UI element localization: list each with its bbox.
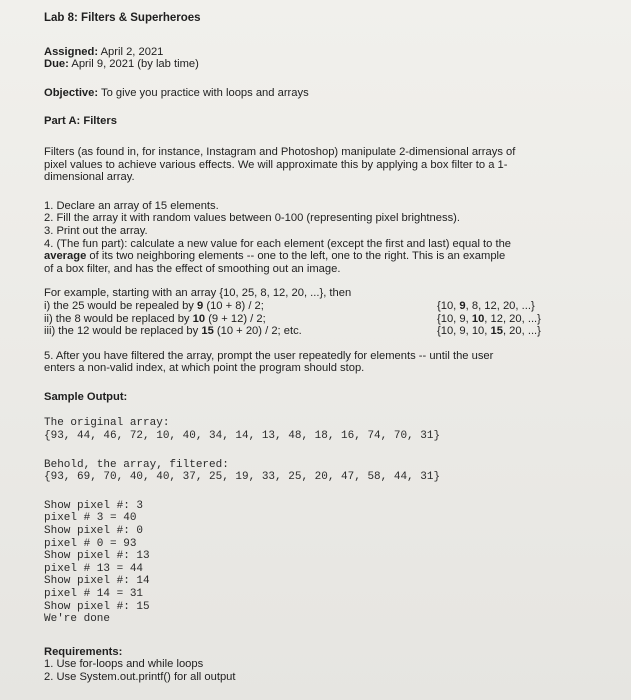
example-desc — [44, 300, 433, 313]
intro-line: Filters (as found in, for instance, Instagram and Photoshop) manipulate 2-dimensional arrays of — [44, 145, 516, 158]
example-array-text: {10, — [437, 299, 460, 312]
output-filtered-array: Behold, the array, filtered: {93, 69, 70, 40, 40, 37, 25, 19, 33, 25, 20, 47, 58, 44, 31} — [44, 458, 441, 484]
example-array — [437, 300, 607, 313]
objective-value: To give you practice with loops and arrays — [101, 86, 309, 99]
due-line — [44, 58, 607, 71]
example-array — [437, 313, 607, 326]
step-5 — [44, 350, 607, 375]
example-desc — [44, 325, 433, 338]
example-array-text: , 8, 12, 20, ...} — [465, 299, 535, 312]
steps-list — [44, 200, 607, 276]
example-array-text: , 20, ...} — [502, 325, 541, 338]
example-array-value: 10 — [471, 312, 485, 325]
assigned-line — [44, 46, 607, 59]
doc-title: Lab 8: Filters & Superheroes — [44, 12, 201, 24]
intro-line: dimensional array. — [44, 171, 135, 184]
step-5-line: enters a non-valid index, at which point the program should stop. — [44, 362, 365, 375]
step-5-line: 5. After you have filtered the array, prompt the user repeatedly for elements -- until the user — [44, 349, 494, 362]
example-array-value: 9 — [459, 299, 466, 312]
example-array — [437, 325, 607, 338]
step-4-line-2-rest: of its two neighboring elements -- one to the left, one to the right. This is an example — [86, 250, 506, 263]
output-original-array: The original array: {93, 44, 46, 72, 10, 40, 34, 14, 13, 48, 18, 16, 74, 70, 31} — [44, 417, 441, 443]
example-rows — [44, 300, 607, 338]
example-text: i) the 25 would be repealed by — [44, 299, 197, 312]
average-term: average — [44, 250, 87, 263]
sample-output-heading: Sample Output: — [44, 390, 128, 403]
intro-paragraph — [44, 146, 607, 184]
requirements-heading: Requirements: — [44, 645, 123, 658]
example-value: 15 — [201, 325, 214, 338]
requirement-item: 1. Use for-loops and while loops — [44, 658, 204, 671]
output-pixel-queries: Show pixel #: 3 pixel # 3 = 40 Show pixel #: 0 pixel # 0 = 93 Show pixel #: 13 pixel # 13 = 44 Show pixel #: 14 pixel # 14 = 31 Show pixel #: 15 We're done — [44, 499, 150, 626]
step-1: 1. Declare an array of 15 elements. — [44, 199, 219, 212]
example-text: iii) the 12 would be replaced by — [44, 325, 202, 338]
step-4-line-2 — [44, 250, 607, 263]
example-intro: For example, starting with an array {10, 25, 8, 12, 20, ...}, then — [44, 287, 352, 300]
step-4-line-3: of a box filter, and has the effect of smoothing out an image. — [44, 262, 341, 275]
objective-label: Objective: — [44, 86, 99, 99]
example-value: 10 — [192, 312, 206, 325]
example-desc — [44, 313, 433, 326]
example-section — [44, 287, 607, 337]
objective-line — [44, 87, 607, 100]
part-a-heading: Part A: Filters — [44, 115, 117, 128]
example-array-value: 15 — [490, 325, 503, 338]
step-4-line-1: 4. (The fun part): calculate a new value for each element (except the first and last) equal to the — [44, 237, 512, 250]
example-text: (10 + 20) / 2; etc. — [213, 325, 302, 338]
step-2: 2. Fill the array it with random values between 0-100 (representing pixel brightness). — [44, 212, 461, 225]
requirement-item: 2. Use System.out.printf() for all output — [44, 670, 236, 683]
intro-line: pixel values to achieve various effects. We will approximate this by applying a box filter to a 1- — [44, 158, 508, 171]
example-value: 9 — [197, 299, 204, 312]
assigned-value: April 2, 2021 — [100, 45, 164, 58]
due-value: April 9, 2021 (by lab time) — [71, 58, 199, 71]
example-text: (10 + 8) / 2; — [203, 299, 264, 312]
example-array-text: {10, 9, 10, — [437, 325, 491, 338]
assigned-label: Assigned: — [44, 45, 99, 58]
example-text: (9 + 12) / 2; — [205, 312, 266, 325]
example-array-text: , 12, 20, ...} — [484, 312, 541, 325]
example-text: ii) the 8 would be replaced by — [44, 312, 193, 325]
step-3: 3. Print out the array. — [44, 224, 148, 237]
example-array-text: {10, 9, — [437, 312, 472, 325]
due-label: Due: — [44, 58, 69, 71]
